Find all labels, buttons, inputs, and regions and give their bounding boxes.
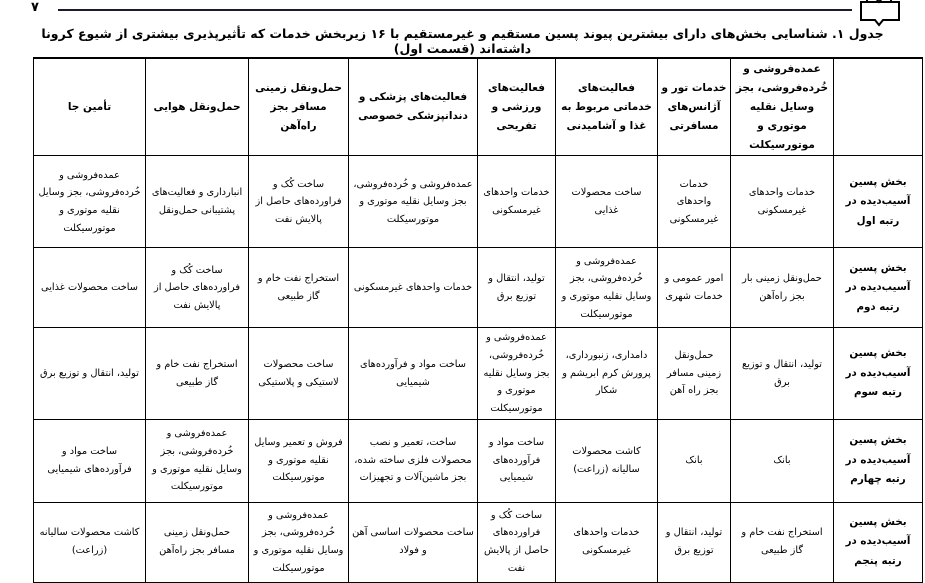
- column-header-wholesale-retail: عمده‌فروشی و خُرده‌فروشی، بجز وسایل نقلیه موتوری و موتورسیکلت: [731, 58, 834, 156]
- table-cell: ساخت مواد و فرآورده‌های شیمیایی: [478, 419, 556, 502]
- table-cell: تولید، انتقال و توزیع برق: [731, 328, 834, 419]
- table-cell: دامداری، زنبورداری، پرورش کرم ابریشم و شکار: [556, 328, 658, 419]
- table-cell: بانک: [658, 419, 731, 502]
- table-row: [34, 248, 923, 328]
- table-row: [34, 156, 923, 248]
- column-header-air-transport: حمل‌ونقل هوایی: [146, 58, 249, 156]
- header-rule: [58, 9, 852, 11]
- table-cell: عمده‌فروشی و خُرده‌فروشی، بجز وسایل نقلیه موتوری و موتورسیکلت: [556, 248, 658, 328]
- table-row: [34, 502, 923, 582]
- table-cell: تولید، انتقال و توزیع برق: [658, 502, 731, 582]
- row-label-rank4: بخش پسین آسیب‌دیده در رتبه چهارم: [834, 419, 923, 502]
- table-cell: عمده‌فروشی و خُرده‌فروشی، بجز وسایل نقلیه موتوری و موتورسیکلت: [349, 156, 478, 248]
- table-cell: خدمات واحدهای غیرمسکونی: [349, 248, 478, 328]
- table-row: [34, 328, 923, 419]
- table-cell: استخراج نفت خام و گاز طبیعی: [249, 248, 349, 328]
- table-cell: انبارداری و فعالیت‌های پشتیبانی حمل‌ونقل: [146, 156, 249, 248]
- table-cell: ساخت محصولات لاستیکی و پلاستیکی: [249, 328, 349, 419]
- table-row: [34, 419, 923, 502]
- table-cell: عمده‌فروشی و خُرده‌فروشی، بجز وسایل نقلیه موتوری و موتورسیکلت: [478, 328, 556, 419]
- page-number: ۷: [31, 0, 39, 15]
- table-cell: خدمات واحدهای غیرمسکونی: [731, 156, 834, 248]
- table-cell: عمده‌فروشی و خُرده‌فروشی، بجز وسایل نقلیه موتوری و موتورسیکلت: [34, 156, 146, 248]
- results-table: [33, 57, 923, 583]
- table-cell: امور عمومی و خدمات شهری: [658, 248, 731, 328]
- column-header-medical-dental: فعالیت‌های پزشکی و دندانپزشکی خصوصی: [349, 58, 478, 156]
- table-cell: خدمات واحدهای غیرمسکونی: [556, 502, 658, 582]
- table-cell: حمل‌ونقل زمینی بار بجز راه‌آهن: [731, 248, 834, 328]
- row-label-rank3: بخش پسین آسیب‌دیده در رتبه سوم: [834, 328, 923, 419]
- table-cell: تولید، انتقال و توزیع برق: [478, 248, 556, 328]
- table-cell: ساخت محصولات غذایی: [34, 248, 146, 328]
- header-row: [34, 58, 923, 156]
- row-label-rank5: بخش پسین آسیب‌دیده در رتبه پنجم: [834, 502, 923, 582]
- table-cell: کاشت محصولات سالیانه (زراعت): [34, 502, 146, 582]
- table-cell: خدمات واحدهای غیرمسکونی: [658, 156, 731, 248]
- column-header-land-passenger-transport: حمل‌ونقل زمینی مسافر بجز راه‌آهن: [249, 58, 349, 156]
- table-cell: حمل‌ونقل زمینی مسافر بجز راه‌آهن: [146, 502, 249, 582]
- column-header-sports-recreation: فعالیت‌های ورزشی و تفریحی: [478, 58, 556, 156]
- table-cell: عمده‌فروشی و خُرده‌فروشی، بجز وسایل نقلیه موتوری و موتورسیکلت: [146, 419, 249, 502]
- column-header-accommodation: تأمین جا: [34, 58, 146, 156]
- column-header-tour-agencies: خدمات تور و آژانس‌های مسافرتی: [658, 58, 731, 156]
- table-cell: تولید، انتقال و توزیع برق: [34, 328, 146, 419]
- table-cell: استخراج نفت خام و گاز طبیعی: [731, 502, 834, 582]
- table-cell: ساخت کُک و فراورده‌های حاصل از پالایش نفت: [478, 502, 556, 582]
- table-cell: ساخت، تعمیر و نصب محصولات فلزی ساخته شده، بجز ماشین‌آلات و تجهیزات: [349, 419, 478, 502]
- table-cell: فروش و تعمیر وسایل نقلیه موتوری و موتورسیکلت: [249, 419, 349, 502]
- table-cell: عمده‌فروشی و خُرده‌فروشی، بجز وسایل نقلیه موتوری و موتورسیکلت: [249, 502, 349, 582]
- table-cell: استخراج نفت خام و گاز طبیعی: [146, 328, 249, 419]
- table-cell: بانک: [731, 419, 834, 502]
- table-title: جدول ۱. شناسایی بخش‌های دارای بیشترین پیوند پسین مستقیم و غیرمستقیم با ۱۶ زیربخش خدمات که تأثیرپذیری بیشتری از شیوع کرونا داشته‌اند (قسمت اول): [41, 26, 884, 56]
- table-cell: ساخت مواد و فرآورده‌های شیمیایی: [349, 328, 478, 419]
- table-cell: ساخت مواد و فرآورده‌های شیمیایی: [34, 419, 146, 502]
- table-cell: حمل‌ونقل زمینی مسافر بجز راه آهن: [658, 328, 731, 419]
- table-cell: ساخت کُک و فراورده‌های حاصل از پالایش نفت: [146, 248, 249, 328]
- table-cell: خدمات واحدهای غیرمسکونی: [478, 156, 556, 248]
- table-cell: ساخت محصولات اساسی آهن و فولاد: [349, 502, 478, 582]
- row-label-rank1: بخش پسین آسیب‌دیده در رتبه اول: [834, 156, 923, 248]
- table-cell: کاشت محصولات سالیانه (زراعت): [556, 419, 658, 502]
- column-header-corner: [834, 58, 923, 156]
- table-cell: ساخت محصولات غذایی: [556, 156, 658, 248]
- table-cell: ساخت کُک و فراورده‌های حاصل از پالایش نفت: [249, 156, 349, 248]
- row-label-rank2: بخش پسین آسیب‌دیده در رتبه دوم: [834, 248, 923, 328]
- column-header-food-services: فعالیت‌های خدماتی مربوط به غذا و آشامیدنی: [556, 58, 658, 156]
